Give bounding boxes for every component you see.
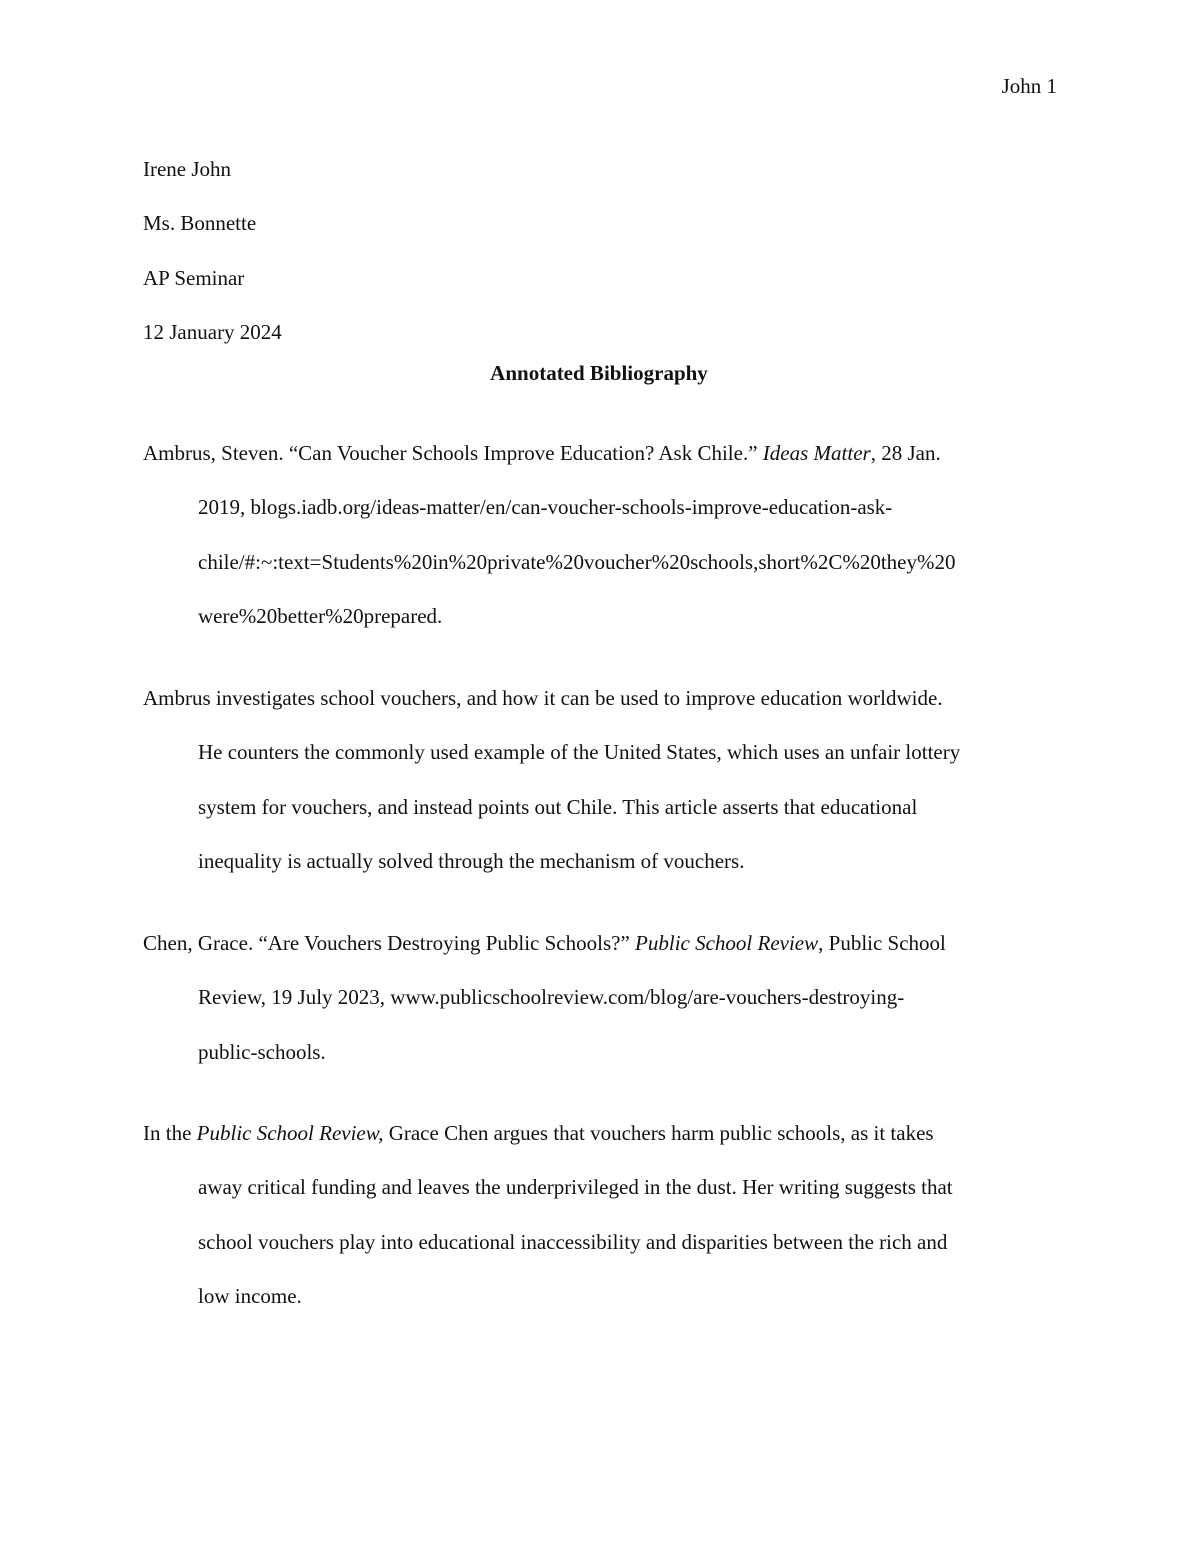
annotation-line: system for vouchers, and instead points out Chile. This article asserts that educational bbox=[198, 794, 918, 819]
annotation-line: Ambrus investigates school vouchers, and how it can be used to improve education worldwide. bbox=[143, 686, 943, 710]
citation-text: , 28 Jan. bbox=[870, 441, 941, 465]
citation-line: chile/#:~:text=Students%20in%20private%20voucher%20schools,short%2C%20they%20 bbox=[198, 549, 956, 574]
annotation-line: low income. bbox=[198, 1283, 302, 1308]
citation-text: , Public School bbox=[818, 931, 946, 955]
annotation-line: school vouchers play into educational inaccessibility and disparities between the rich and bbox=[198, 1229, 948, 1254]
citation-text: Ambrus, Steven. “Can Voucher Schools Improve Education? Ask Chile.” bbox=[143, 441, 763, 465]
course-name: AP Seminar bbox=[143, 265, 245, 290]
citation-ambrus bbox=[143, 426, 1055, 643]
annotation-line bbox=[143, 1106, 1055, 1160]
publication-title: Public School Review bbox=[635, 931, 819, 955]
citation-text: Chen, Grace. “Are Vouchers Destroying Public Schools?” bbox=[143, 931, 636, 955]
annotation-line: away critical funding and leaves the underprivileged in the dust. Her writing suggests that bbox=[198, 1175, 953, 1200]
mla-heading bbox=[143, 142, 1055, 359]
annotation-text: Grace Chen argues that vouchers harm public schools, as it takes bbox=[383, 1121, 934, 1145]
page-title: Annotated Bibliography bbox=[490, 361, 708, 385]
citation-line: 2019, blogs.iadb.org/ideas-matter/en/can-voucher-schools-improve-education-ask- bbox=[198, 495, 893, 520]
publication-title: Public School Review, bbox=[196, 1121, 384, 1145]
teacher-name: Ms. Bonnette bbox=[143, 211, 257, 236]
annotation-text: In the bbox=[143, 1121, 197, 1145]
annotation-line: inequality is actually solved through the mechanism of vouchers. bbox=[198, 848, 745, 873]
annotation-chen bbox=[143, 1106, 1055, 1323]
citation-chen bbox=[143, 916, 1055, 1079]
student-name: Irene John bbox=[143, 157, 232, 181]
annotation-ambrus bbox=[143, 671, 1055, 888]
annotation-line: He counters the commonly used example of the United States, which uses an unfair lottery bbox=[198, 740, 961, 765]
document-date: 12 January 2024 bbox=[143, 319, 282, 344]
citation-line bbox=[143, 916, 1055, 970]
citation-line bbox=[143, 426, 1055, 480]
publication-title: Ideas Matter bbox=[762, 441, 871, 465]
citation-line: public-schools. bbox=[198, 1039, 326, 1064]
running-head-page-number: John 1 bbox=[1001, 74, 1057, 98]
citation-line: were%20better%20prepared. bbox=[198, 603, 443, 628]
citation-line: Review, 19 July 2023, www.publicschoolreview.com/blog/are-vouchers-destroying- bbox=[198, 985, 905, 1010]
